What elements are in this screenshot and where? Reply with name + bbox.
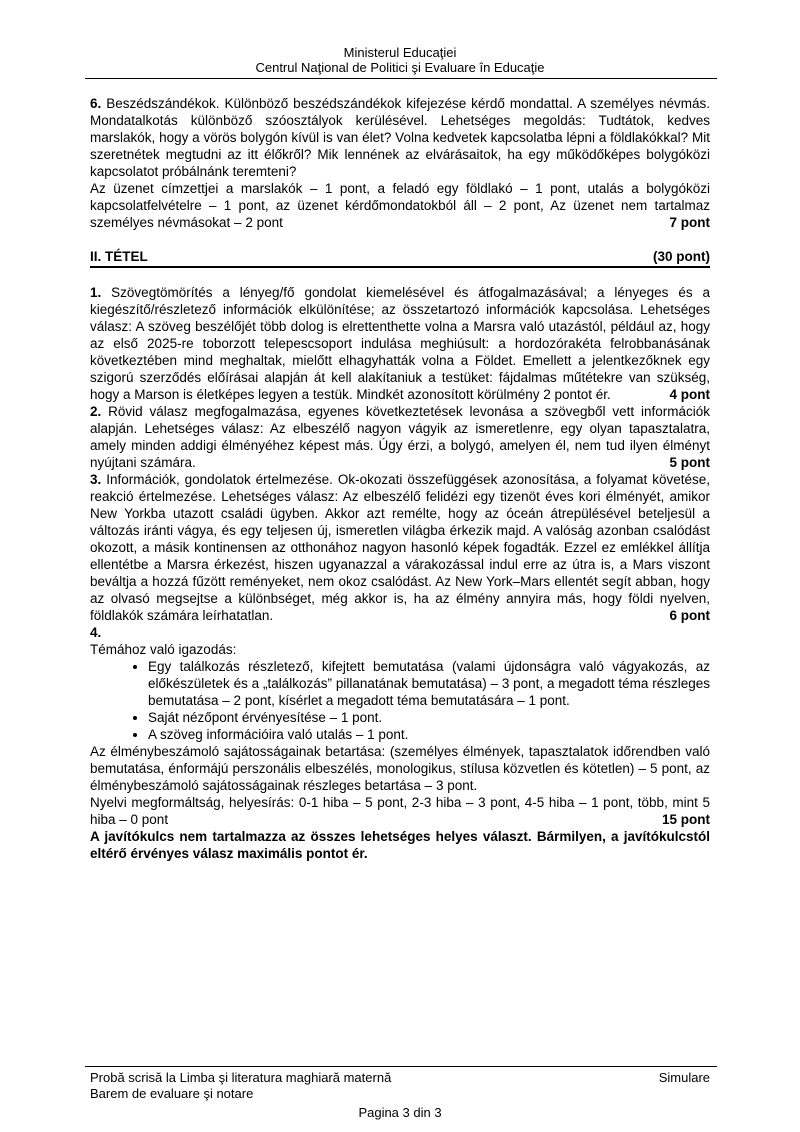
footer-row — [90, 1070, 710, 1086]
task1-points: 4 pont — [664, 386, 711, 403]
section2-total-points: (30 pont) — [653, 249, 710, 264]
task4-points: 15 pont — [656, 811, 710, 828]
item6-body: Beszédszándékok. Különböző beszédszándékok kifejezése kérdő mondattal. A személyes névmás. Mondatalkotás különböző szóosztályok kerülésével. Lehetséges megoldás: Tudtátok, kedves marslakók, hogy a vörös bolygón kívül is van élet? Volna kedvetek kapcsolatba lépni a földlakókkal? Mit szeretnétek megtudni az itt élőkről? Mik lennének az elvárásaitok, ha egy működőképes bolygóközi kapcsolatot próbálnánk teremteni? — [90, 96, 710, 179]
document-content — [90, 0, 710, 862]
task4-criterion-reference: • A szöveg információira való utalás – 1 pont. — [148, 726, 710, 743]
task4-number: 4. — [90, 625, 102, 640]
header-divider — [85, 78, 717, 79]
task4-criterion-viewpoint: • Saját nézőpont érvényesítése – 1 pont. — [148, 709, 710, 726]
page-header — [90, 0, 710, 79]
item6-paragraph — [90, 95, 710, 180]
section2-heading — [90, 248, 710, 268]
task1-number: 1. — [90, 285, 102, 300]
header-center: Centrul Naţional de Politici şi Evaluare în Educaţie — [255, 60, 545, 75]
section2-title: II. TÉTEL — [90, 249, 148, 264]
footer-document-type: Barem de evaluare şi notare — [90, 1086, 254, 1101]
task2-paragraph — [90, 403, 710, 471]
task1-body: Szövegtömörítés a lényeg/fő gondolat kiemelésével és átfogalmazásával; a lényeges és a kiegészítő/részletező információk elkülönítése; az összetartozó információk kapcsolása. Lehetséges válasz: A szöveg beszélőjét több dolog is elrettenthette volna a Marsra való utazástól, például az, hogy az első 2025-re toborzott telepescsoport indulása meghiúsult: a hordozórakéta felrobbanásának következtében mind meghaltak, mielőtt elhagyhatták volna a Földet. Emellett a jelentkezőknek egy szigorú szerződés előírásai alapján át kell alakítaniuk a testüket: fájdalmas műtétekre van szükség, hogy a Marson is életképes legyen a testük. Mindkét azonosított körülmény 2 pontot ér. — [90, 285, 710, 402]
section2-tasks — [90, 284, 710, 862]
footer-divider — [85, 1066, 717, 1067]
footer-exam-name: Probă scrisă la Limba şi literatura maghiară maternă — [90, 1070, 392, 1085]
task2-body: Rövid válasz megfogalmazása, egyenes következtetések levonása a szövegből vett információk alapján. Lehetséges válasz: Az elbeszélő nagyon vágyik az ismeretlenre, egy olyan tapasztalatra, amely minden addigi élményéhez képest más. Úgy érzi, a bolygó, amelyen él, nem tud ilyen élményt nyújtani számára. — [90, 404, 710, 470]
task4-language: Nyelvi megformáltság, helyesírás: 0-1 hiba – 5 pont, 2-3 hiba – 3 pont, 4-5 hiba – 1 pont, több, mint 5 hiba – 0 pont — [90, 795, 710, 827]
task4-criteria-list — [90, 658, 710, 743]
task3-number: 3. — [90, 472, 102, 487]
answer-key-note: A javítókulcs nem tartalmazza az összes lehetséges helyes választ. Bármilyen, a javítókulcstól eltérő érvényes válasz maximális pontot ér. — [90, 829, 710, 861]
task4-language-paragraph — [90, 794, 710, 828]
task3-paragraph — [90, 471, 710, 624]
item6-scoring: Az üzenet címzettjei a marslakók – 1 pont, a feladó egy földlakó – 1 pont, utalás a bolygóközi kapcsolatfelvételre – 1 pont, az üzenet kérdőmondatokból áll – 2 pont, Az üzenet nem tartalmaz személyes névmásokat – 2 pont — [90, 181, 710, 230]
item6-block — [90, 95, 710, 231]
task3-points: 6 pont — [664, 607, 711, 624]
task4-intro: Témához való igazodás: — [90, 642, 237, 657]
item6-points: 7 pont — [664, 214, 711, 231]
task2-points: 5 pont — [664, 454, 711, 471]
footer-session: Simulare — [658, 1070, 710, 1085]
task3-body: Információk, gondolatok értelmezése. Ok-okozati összefüggések azonosítása, a folyamat követése, reakció értelmezése. Lehetséges válasz: Az elbeszélő felidézi egy tizenöt éves kori élményét, amikor New Yorkba utazott családi ügyben. Akkor azt remélte, hogy az óceán átrepülésével beteljesül a változás iránti vágya, és egy teljesen új, ismeretlen világba érkezik majd. A valóság azonban csalódást okozott, a másik kontinensen az otthonához nagyon hasonló képek fogadták. Ezzel ez emlékkel állítja ellentétbe a Marsra érkezést, hiszen ugyanazzal a várakozással indul erre az útra is, a Mars viszont beváltja a hozzá fűzött reményeket, nem okoz csalódást. Az New York–Mars ellentét segít abban, hogy az olvasó megsejtse a különbséget, még akkor is, ha az élmény annyira más, hogy földi nyelven, földlakók számára leírhatatlan. — [90, 472, 710, 623]
task4-criterion-topic: • Egy találkozás részletező, kifejtett bemutatása (valami újdonságra való vágyakozás, az előkészületek és a „találkozás” pillanatának bemutatása) – 3 pont, a megadott téma részleges bemutatása – 2 pont, kísérlet a megadott téma bemutatására – 1 pont. — [148, 658, 710, 709]
task4-genre-paragraph: Az élménybeszámoló sajátosságainak betartása: (személyes élmények, tapasztalatok időrendben való bemutatása, énformájú perszonális elbeszélés, monologikus, stílusa közvetlen és kötetlen) – 5 pont, az élménybeszámoló sajátosságainak részleges betartása – 3 pont. — [90, 744, 710, 793]
header-ministry: Ministerul Educaţiei — [343, 45, 457, 60]
page-footer — [90, 1066, 710, 1121]
item6-number: 6. — [90, 96, 102, 111]
task1-paragraph — [90, 284, 710, 403]
footer-page-number: Pagina 3 din 3 — [358, 1105, 442, 1120]
task2-number: 2. — [90, 404, 102, 419]
item6-scoring-paragraph — [90, 180, 710, 231]
